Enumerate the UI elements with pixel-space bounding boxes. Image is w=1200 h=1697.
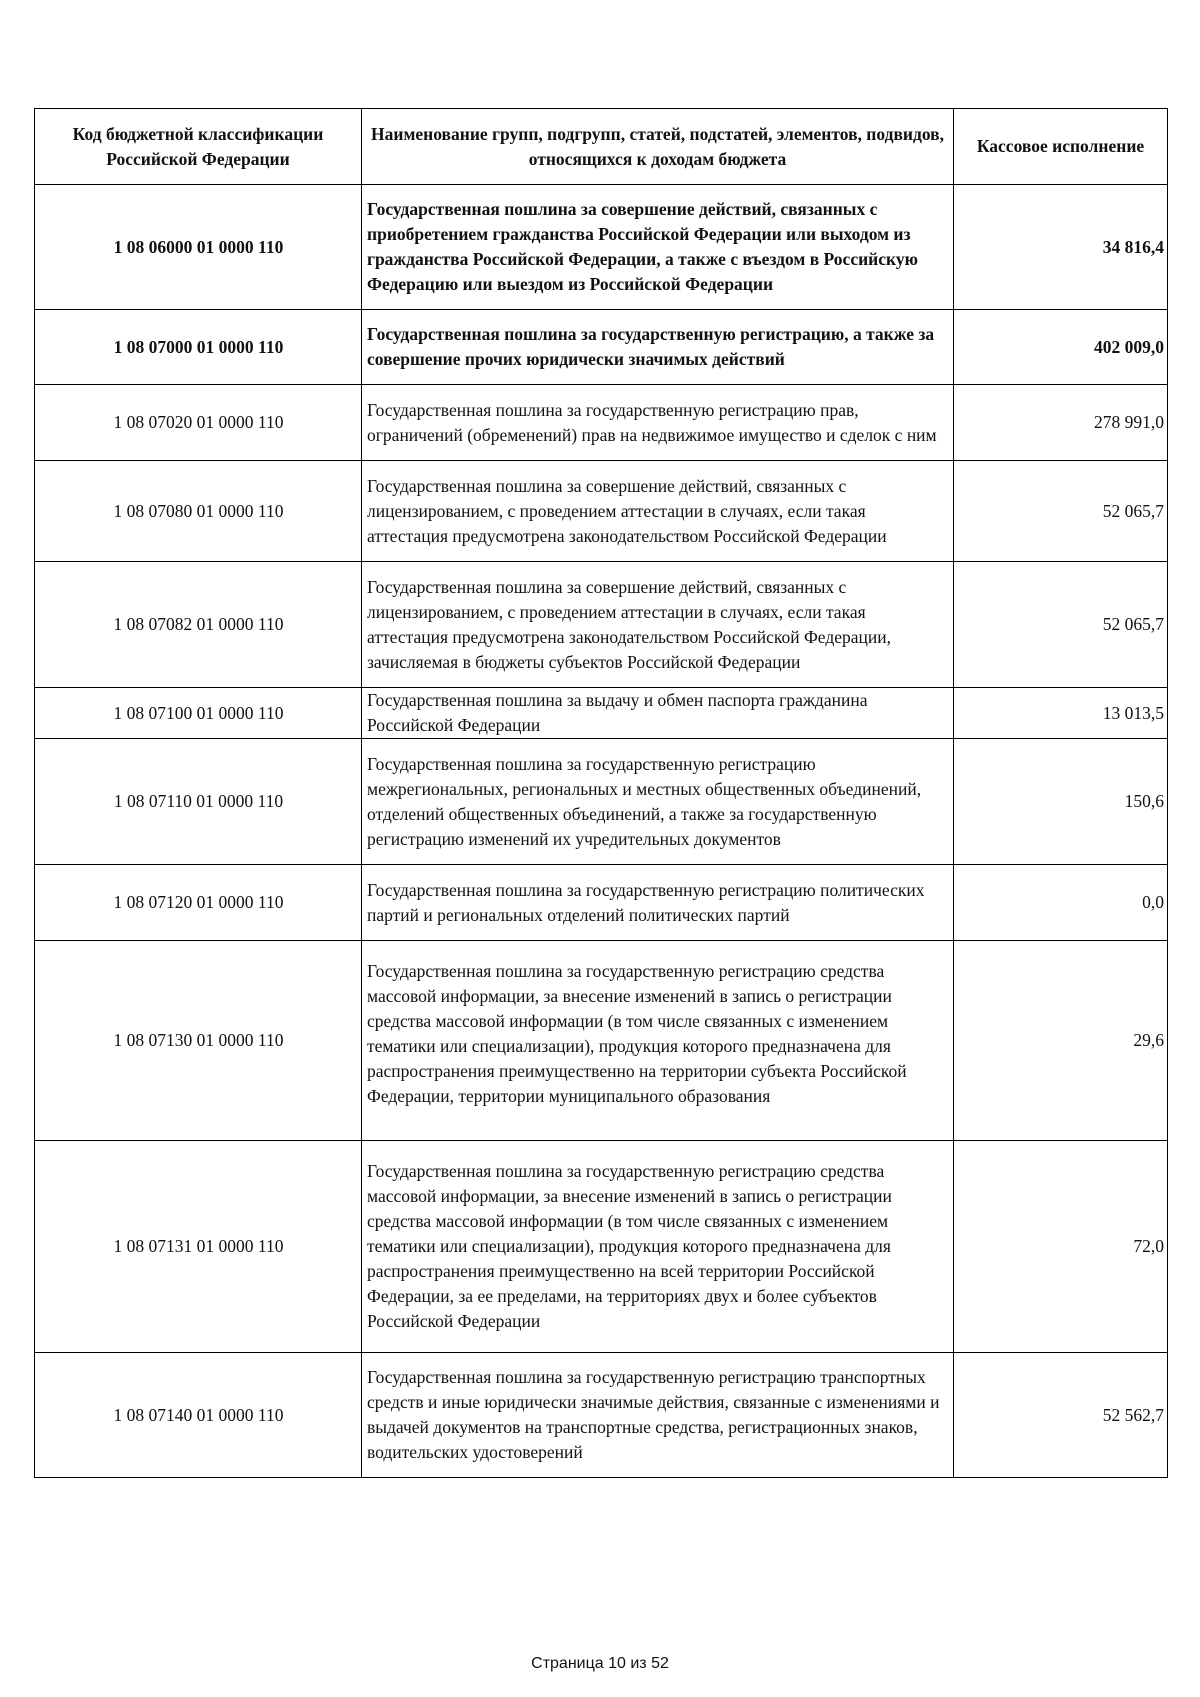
row-code: 1 08 07080 01 0000 110 [35,461,362,562]
row-name: Государственная пошлина за совершение действий, связанных с приобретением гражданства Российской Федерации или выходом из гражданства Российской Федерации, а также с въездом в Российскую Федерацию или выездом из Российской Федерации [362,185,954,310]
row-name: Государственная пошлина за государственную регистрацию транспортных средств и иные юридически значимые действия, связанные с изменениями и выдачей документов на транспортные средства, регистрационных знаков, водительских удостоверений [362,1353,954,1478]
row-code: 1 08 07140 01 0000 110 [35,1353,362,1478]
row-code: 1 08 07120 01 0000 110 [35,865,362,941]
row-name: Государственная пошлина за государственную регистрацию, а также за совершение прочих юридически значимых действий [362,310,954,385]
table-row [35,941,1168,1141]
table-row [35,385,1168,461]
row-amount: 13 013,5 [954,688,1168,739]
row-amount: 0,0 [954,865,1168,941]
row-name: Государственная пошлина за государственную регистрацию политических партий и региональных отделений политических партий [362,865,954,941]
row-amount: 29,6 [954,941,1168,1141]
row-amount: 72,0 [954,1141,1168,1353]
row-code: 1 08 07110 01 0000 110 [35,739,362,865]
row-name: Государственная пошлина за совершение действий, связанных с лицензированием, с проведением аттестации в случаях, если такая аттестация предусмотрена законодательством Российской Федерации [362,461,954,562]
row-amount: 52 562,7 [954,1353,1168,1478]
row-code: 1 08 07082 01 0000 110 [35,562,362,688]
row-code: 1 08 07100 01 0000 110 [35,688,362,739]
row-amount: 402 009,0 [954,310,1168,385]
table-row [35,1141,1168,1353]
row-amount: 52 065,7 [954,461,1168,562]
row-amount: 52 065,7 [954,562,1168,688]
row-amount: 278 991,0 [954,385,1168,461]
row-name: Государственная пошлина за государственную регистрацию прав, ограничений (обременений) прав на недвижимое имущество и сделок с ним [362,385,954,461]
table-row [35,865,1168,941]
table-row [35,185,1168,310]
table-row [35,739,1168,865]
header-name: Наименование групп, подгрупп, статей, подстатей, элементов, подвидов, относящихся к доходам бюджета [362,109,954,185]
budget-revenue-table [34,108,1168,1478]
header-amount: Кассовое исполнение [954,109,1168,185]
row-name: Государственная пошлина за государственную регистрацию средства массовой информации, за внесение изменений в запись о регистрации средства массовой информации (в том числе связанных с изменением тематики или специализации), продукция которого предназначена для распространения преимущественно на всей территории Российской Федерации, за ее пределами, на территориях двух и более субъектов Российской Федерации [362,1141,954,1353]
row-code: 1 08 07131 01 0000 110 [35,1141,362,1353]
table-header-row [35,109,1168,185]
row-amount: 150,6 [954,739,1168,865]
row-name: Государственная пошлина за государственную регистрацию межрегиональных, региональных и местных общественных объединений, отделений общественных объединений, а также за государственную регистрацию изменений их учредительных документов [362,739,954,865]
row-name: Государственная пошлина за совершение действий, связанных с лицензированием, с проведением аттестации в случаях, если такая аттестация предусмотрена законодательством Российской Федерации, зачисляемая в бюджеты субъектов Российской Федерации [362,562,954,688]
row-code: 1 08 06000 01 0000 110 [35,185,362,310]
row-name: Государственная пошлина за государственную регистрацию средства массовой информации, за внесение изменений в запись о регистрации средства массовой информации (в том числе связанных с изменением тематики или специализации), продукция которого предназначена для распространения преимущественно на территории субъекта Российской Федерации, территории муниципального образования [362,941,954,1141]
header-code: Код бюджетной классификации Российской Федерации [35,109,362,185]
row-code: 1 08 07000 01 0000 110 [35,310,362,385]
table-row [35,310,1168,385]
table-row [35,688,1168,739]
table-row [35,562,1168,688]
row-code: 1 08 07130 01 0000 110 [35,941,362,1141]
table-row [35,461,1168,562]
table-row [35,1353,1168,1478]
row-code: 1 08 07020 01 0000 110 [35,385,362,461]
row-amount: 34 816,4 [954,185,1168,310]
page-number: Страница 10 из 52 [531,1655,669,1672]
row-name: Государственная пошлина за выдачу и обмен паспорта гражданина Российской Федерации [362,688,954,739]
